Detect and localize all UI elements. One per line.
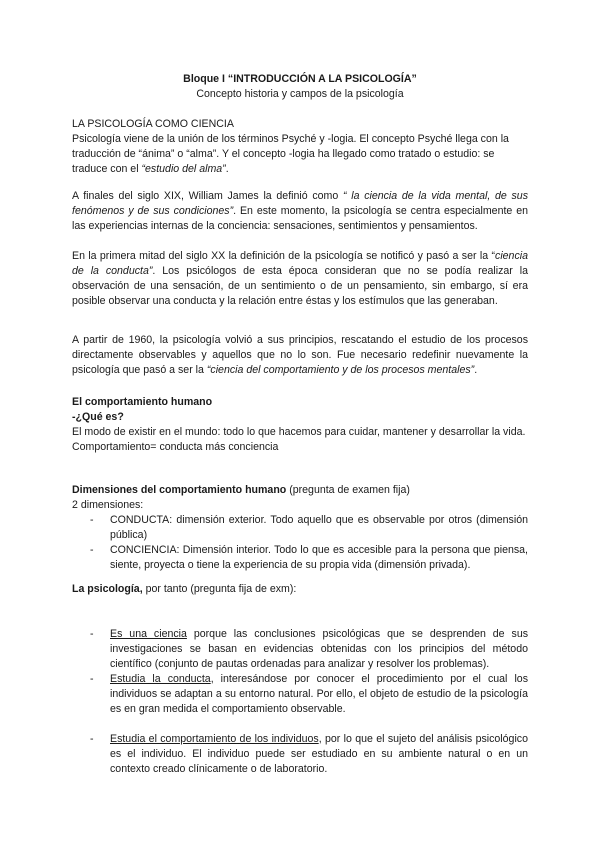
dimension-list <box>72 513 528 573</box>
paragraph-etimologia: Psicología viene de la unión de los términos Psyché y -logia. El concepto Psyché llega con la traducción de “ánima” o “alma”. Y el concepto -logia ha llegado como tratado o estudio: se traduce con el “estudio del alma”. <box>72 133 509 175</box>
list-item: - Estudia el comportamiento de los individuos, por lo que el sujeto del análisis psicológico es el individuo. El individuo puede ser estudiado en su ambiente natural o en un contexto creado clínicamente o de laboratorio. <box>90 733 528 775</box>
question: -¿Qué es? <box>72 411 124 423</box>
section-heading: La psicología, por tanto (pregunta fija de exm): <box>72 583 297 595</box>
dimension-count: 2 dimensiones: <box>72 499 144 511</box>
list-item: - Estudia la conducta, interesándose por conocer el procedimiento por el cual los individuos se adaptan a su entorno natural. Por ello, el objeto de estudio de la psicología es en gran medida el comportamiento observable. <box>90 673 528 715</box>
section-dimensiones <box>72 483 528 573</box>
formula: Comportamiento= conducta más conciencia <box>72 441 279 453</box>
section-heading: El comportamiento humano <box>72 396 213 408</box>
paragraph-siglo-xx: En la primera mitad del siglo XX la definición de la psicología se notificó y pasó a ser la “ciencia de la conducta”. Los psicólogos de esta época consideran que no se podía realizar la observación de una sensación, de un sentimiento o de un pensamiento, sin embargo, sí era posible observar una conducta y la relación entre éstas y los estímulos que las generaban. <box>72 250 528 307</box>
section-comportamiento-humano <box>72 395 528 455</box>
paragraph-william-james: A finales del siglo XIX, William James la definió como “ la ciencia de la vida mental, de sus fenómenos y de sus condiciones”. En este momento, la psicología se centra especialmente en las experiencias internas de la conciencia: sensaciones, sentimientos y pensamientos. <box>72 190 528 232</box>
psicologia-list <box>72 627 528 777</box>
paragraph-1960: A partir de 1960, la psicología volvió a sus principios, rescatando el estudio de los procesos directamente observables y aquellos que no lo son. Fue necesario redefinir nuevamente la psicología que pasó a ser la “ciencia del comportamiento y de los procesos mentales”. <box>72 334 528 376</box>
list-item: - CONCIENCIA: Dimensión interior. Todo lo que es accesible para la persona que piensa, siente, proyecta o tiene la experiencia de su propia vida (dimensión privada). <box>90 544 528 571</box>
document-subtitle: Concepto historia y campos de la psicología <box>196 88 404 100</box>
document-title: Bloque I “INTRODUCCIÓN A LA PSICOLOGÍA” <box>183 73 417 85</box>
section-psicologia-ciencia <box>72 117 528 177</box>
list-item: - Es una ciencia porque las conclusiones psicológicas que se desprenden de sus investigaciones se basan en evidencias obtenidas con los principios del método científico (conjunto de pautas ordenadas para analizar y resolver los problemas). <box>90 628 529 670</box>
section-heading: LA PSICOLOGÍA COMO CIENCIA <box>72 118 234 130</box>
section-la-psicologia <box>72 582 528 777</box>
answer: El modo de existir en el mundo: todo lo que hacemos para cuidar, mantener y desarrollar la vida. <box>72 426 526 438</box>
section-heading: Dimensiones del comportamiento humano (pregunta de examen fija) <box>72 484 410 496</box>
list-item: - CONDUCTA: dimensión exterior. Todo aquello que es observable por otros (dimensión pública) <box>90 514 528 541</box>
